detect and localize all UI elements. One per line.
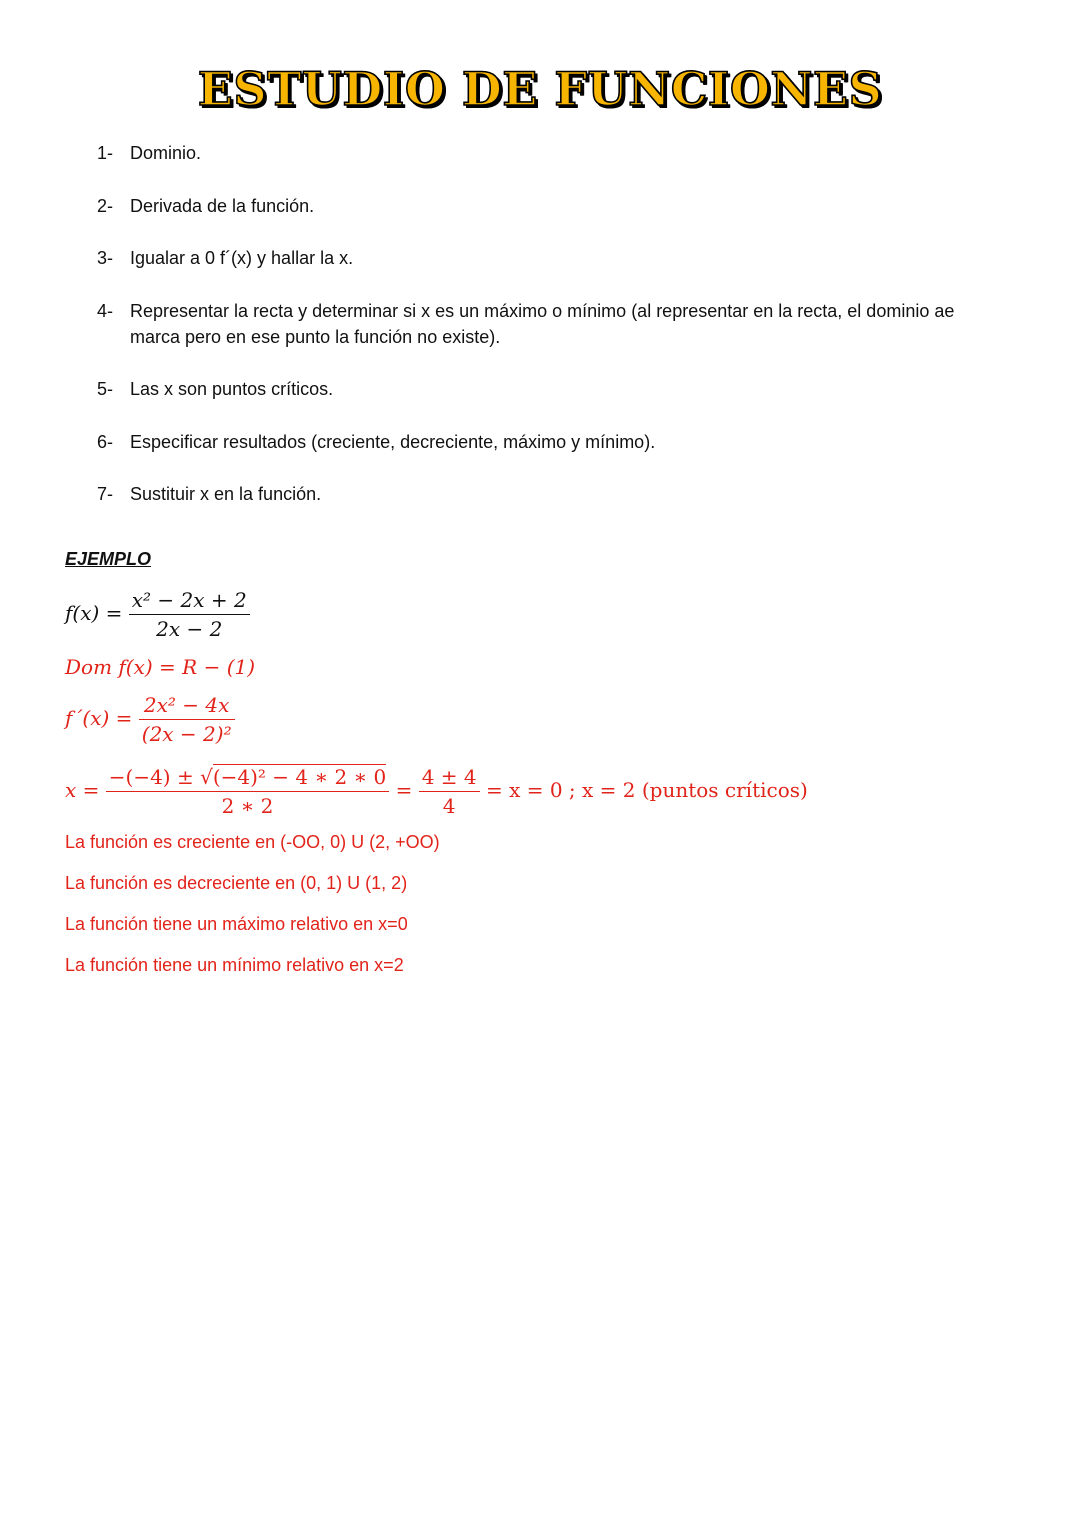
quadratic-numerator bbox=[106, 765, 389, 791]
simplified-denominator: 4 bbox=[419, 791, 480, 818]
step-text: Especificar resultados (creciente, decreciente, máximo y mínimo). bbox=[130, 432, 656, 452]
list-item bbox=[97, 481, 321, 507]
list-item bbox=[97, 140, 201, 166]
result-minimum: La función tiene un mínimo relativo en x=2 bbox=[65, 955, 404, 975]
step-text: Dominio. bbox=[130, 143, 202, 163]
quadratic-solution bbox=[65, 765, 808, 818]
function-denominator: 2x − 2 bbox=[129, 614, 250, 641]
list-item bbox=[97, 429, 655, 455]
list-item bbox=[97, 245, 353, 271]
derivative-lhs: f´(x) = bbox=[65, 706, 133, 730]
step-number: 2- bbox=[97, 196, 114, 216]
list-item bbox=[97, 376, 333, 402]
result-maximum: La función tiene un máximo relativo en x=0 bbox=[65, 914, 408, 934]
step-number: 1- bbox=[97, 143, 114, 163]
step-text: Representar la recta y determinar si x es un máximo o mínimo (al representar en la recta, el dominio ae marca pero en ese punto la función no existe). bbox=[130, 301, 955, 347]
domain-line: Dom f(x) = R − (1) bbox=[65, 655, 256, 679]
list-item bbox=[97, 193, 314, 219]
function-fraction bbox=[129, 588, 250, 641]
step-number: 4- bbox=[97, 301, 114, 321]
step-text: Igualar a 0 f´(x) y hallar la x. bbox=[130, 248, 354, 268]
derivative-numerator: 2x² − 4x bbox=[143, 693, 230, 717]
step-number: 6- bbox=[97, 432, 114, 452]
step-text: Sustituir x en la función. bbox=[130, 484, 322, 504]
root-radicand: (−4)² − 4 ∗ 2 ∗ 0 bbox=[212, 765, 387, 789]
equals-sign: = bbox=[395, 778, 413, 802]
results-list bbox=[65, 831, 440, 995]
quadratic-fraction bbox=[106, 765, 389, 818]
step-number: 5- bbox=[97, 379, 114, 399]
critical-points: = x = 0 ; x = 2 (puntos críticos) bbox=[485, 778, 808, 802]
quadratic-denominator: 2 ∗ 2 bbox=[106, 791, 389, 818]
function-lhs: f(x) = bbox=[65, 601, 123, 625]
function-definition bbox=[65, 588, 250, 641]
function-numerator: x² − 2x + 2 bbox=[131, 588, 247, 612]
step-text: Derivada de la función. bbox=[130, 196, 315, 216]
derivative-line bbox=[65, 693, 235, 746]
result-decreasing: La función es decreciente en (0, 1) U (1, 2) bbox=[65, 873, 408, 893]
derivative-fraction bbox=[139, 693, 235, 746]
derivative-denominator: (2x − 2)² bbox=[139, 719, 235, 746]
result-increasing: La función es creciente en (-OO, 0) U (2, +OO) bbox=[65, 832, 440, 852]
step-text: Las x son puntos críticos. bbox=[130, 379, 334, 399]
list-item bbox=[97, 298, 987, 350]
simplified-fraction bbox=[419, 765, 480, 818]
example-heading: EJEMPLO bbox=[65, 549, 152, 569]
simplified-numerator: 4 ± 4 bbox=[421, 765, 477, 789]
step-number: 7- bbox=[97, 484, 114, 504]
quadratic-numerator-prefix: −(−4) ± √ bbox=[108, 765, 213, 789]
solution-lhs: x = bbox=[65, 778, 100, 802]
step-number: 3- bbox=[97, 248, 114, 268]
page-title: ESTUDIO DE FUNCIONES bbox=[197, 62, 883, 116]
